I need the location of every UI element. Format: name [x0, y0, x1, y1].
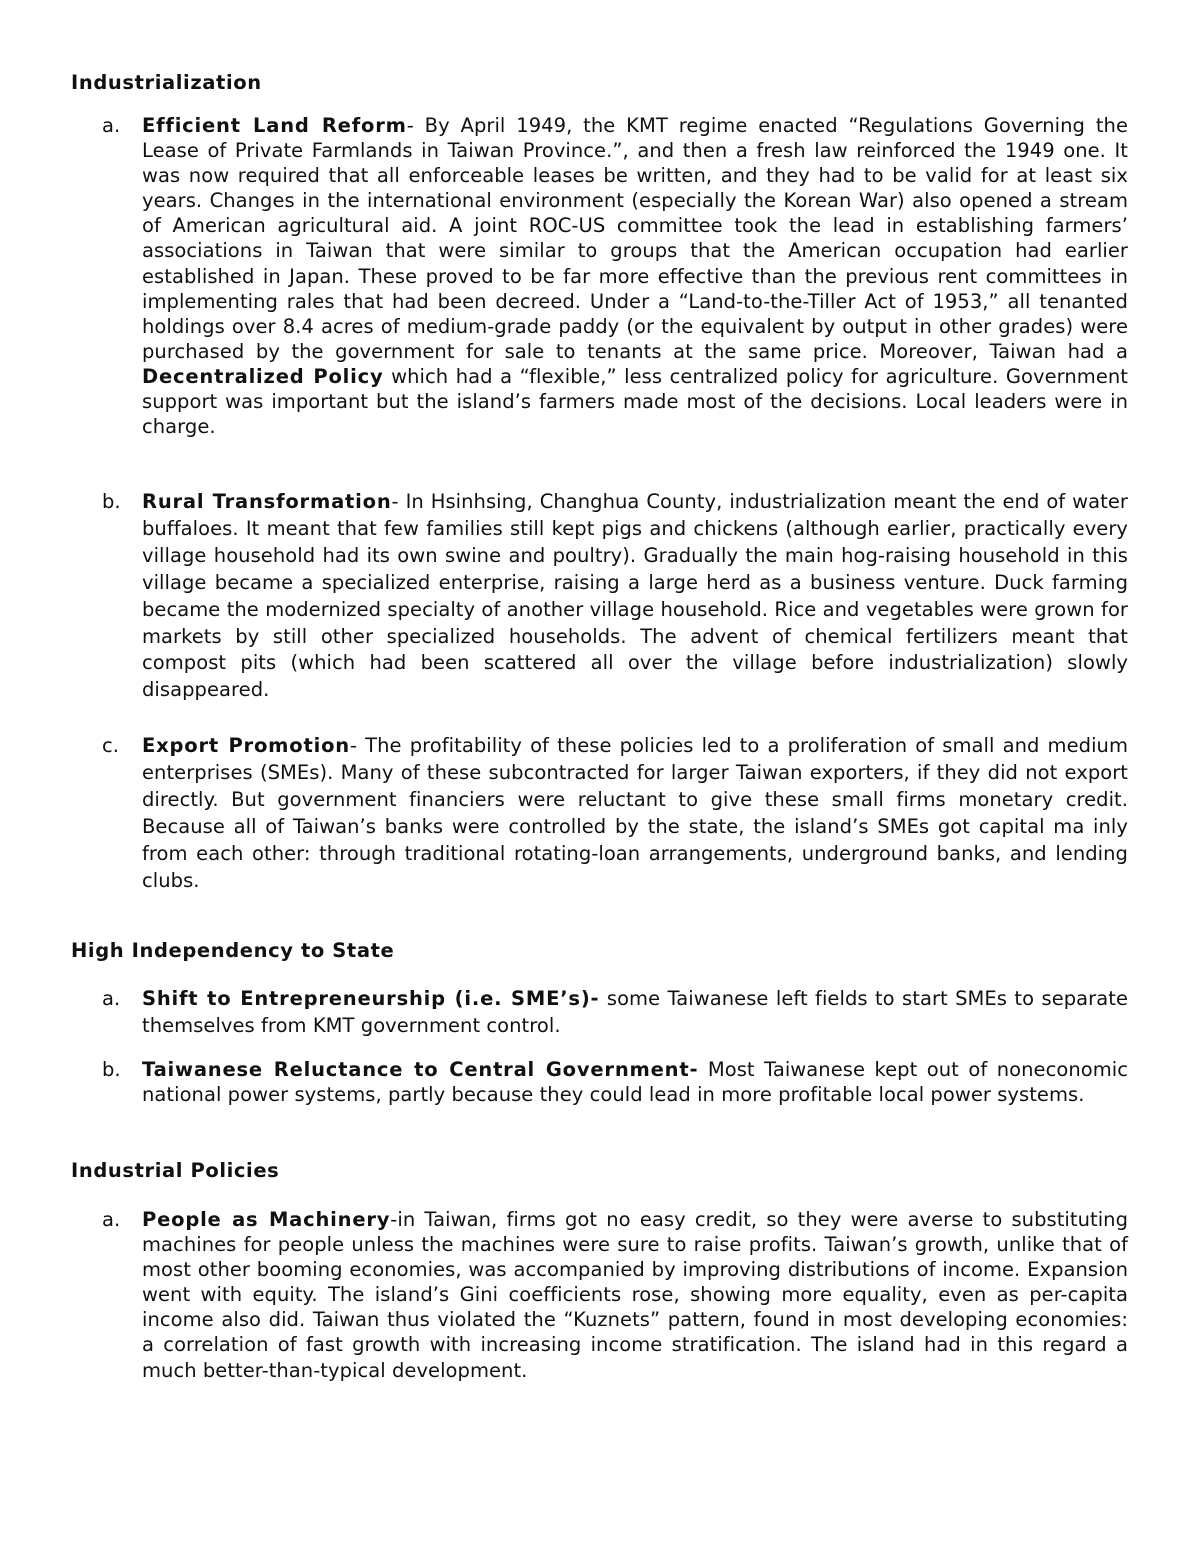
list-item-text: [142, 1207, 1128, 1383]
item-body: - The profitability of these policies led to a proliferation of small and medium enterprises (SMEs). Many of these subcontracted for larger Taiwan exporters, if they did not export directly. But government financiers were reluctant to give these small firms monetary credit. Because all of Taiwan’s banks were controlled by the state, the island’s SMEs got capital ma inly from each other: through traditional rotating-loan arrangements, underground banks, and lending clubs.: [142, 734, 1128, 892]
list-item-taiwanese-reluctance: [102, 1057, 1128, 1107]
item-body: some Taiwanese left fields to start SMEs to separate themselves from KMT government control.: [142, 987, 1128, 1037]
list-item-text: [142, 113, 1128, 439]
list-item-text: [142, 733, 1128, 894]
term-rural-transformation: Rural Transformation: [142, 490, 392, 513]
term-taiwanese-reluctance: Taiwanese Reluctance to Central Government-: [142, 1058, 699, 1081]
section-heading-industrial-policies: Industrial Policies: [71, 1159, 280, 1182]
list-item-efficient-land-reform: [102, 113, 1128, 439]
term-efficient-land-reform: Efficient Land Reform: [142, 114, 407, 137]
term-shift-to-entrepreneurship: Shift to Entrepreneurship (i.e. SME’s)-: [142, 987, 600, 1010]
list-marker: c.: [102, 734, 119, 757]
list-marker: b.: [102, 1058, 121, 1081]
item-body: -in Taiwan, firms got no easy credit, so they were averse to substituting machines for people unless the machines were sure to raise profits. Taiwan’s growth, unlike that of most other booming economies, was accompanied by improving distributions of income. Expansion went with equity. The island’s Gini coefficients rose, showing more equality, even as per-capita income also did. Taiwan thus violated the “Kuznets” pattern, found in most developing economies: a correlation of fast growth with increasing income stratification. The island had in this regard a much better-than-typical development.: [142, 1208, 1128, 1382]
list-item-text: [142, 1057, 1128, 1107]
list-marker: a.: [102, 987, 121, 1010]
term-decentralized-policy: Decentralized Policy: [142, 364, 384, 388]
list-item-people-as-machinery: [102, 1207, 1128, 1383]
term-people-as-machinery: People as Machinery: [142, 1208, 391, 1231]
item-body: - By April 1949, the KMT regime enacted “Regulations Governing the Lease of Private Farmlands in Taiwan Province.”, and then a fresh law reinforced the 1949 one. It was now required that all enforceable leases be written, and they had to be valid for at least six years. Changes in the international environment (especially the Korean War) also opened a stream of American agricultural aid. A joint ROC-US committee took the lead in establishing farmers’ associations in Taiwan that were similar to groups that the American occupation had earlier established in Japan. These proved to be far more effective than the previous rent committees in implementing rales that had been decreed. Under a “Land-to-the-Tiller Act of 1953,” all tenanted holdings over 8.4 acres of medium-grade paddy (or the equivalent by output in other grades) were purchased by the government for sale to tenants at the same price. Moreover, Taiwan had a: [142, 114, 1128, 363]
term-export-promotion: Export Promotion: [142, 734, 350, 757]
item-body: - In Hsinhsing, Changhua County, industrialization meant the end of water buffaloes. It meant that few families still kept pigs and chickens (although earlier, practically every village household had its own swine and poultry). Gradually the main hog-raising household in this village became a specialized enterprise, raising a large herd as a business venture. Duck farming became the modernized specialty of another village household. Rice and vegetables were grown for markets by still other specialized households. The advent of chemical fertilizers meant that compost pits (which had been scattered all over the village before industrialization) slowly disappeared.: [142, 490, 1128, 702]
list-item-rural-transformation: [102, 489, 1128, 704]
list-marker: b.: [102, 490, 121, 513]
list-marker: a.: [102, 1208, 121, 1231]
list-item-text: [142, 986, 1128, 1040]
item-body-continued: which had a “flexible,” less centralized policy for agriculture. Government support was important but the island’s farmers made most of the decisions. Local leaders were in charge.: [142, 364, 1128, 439]
list-item-export-promotion: [102, 733, 1128, 894]
list-marker: a.: [102, 114, 121, 137]
list-item-text: [142, 489, 1128, 704]
section-heading-industrialization: Industrialization: [71, 71, 262, 94]
section-heading-high-independency: High Independency to State: [71, 939, 395, 962]
list-item-shift-to-entrepreneurship: [102, 986, 1128, 1040]
item-body: Most Taiwanese kept out of noneconomic national power systems, partly because they could lead in more profitable local power systems.: [142, 1058, 1128, 1107]
